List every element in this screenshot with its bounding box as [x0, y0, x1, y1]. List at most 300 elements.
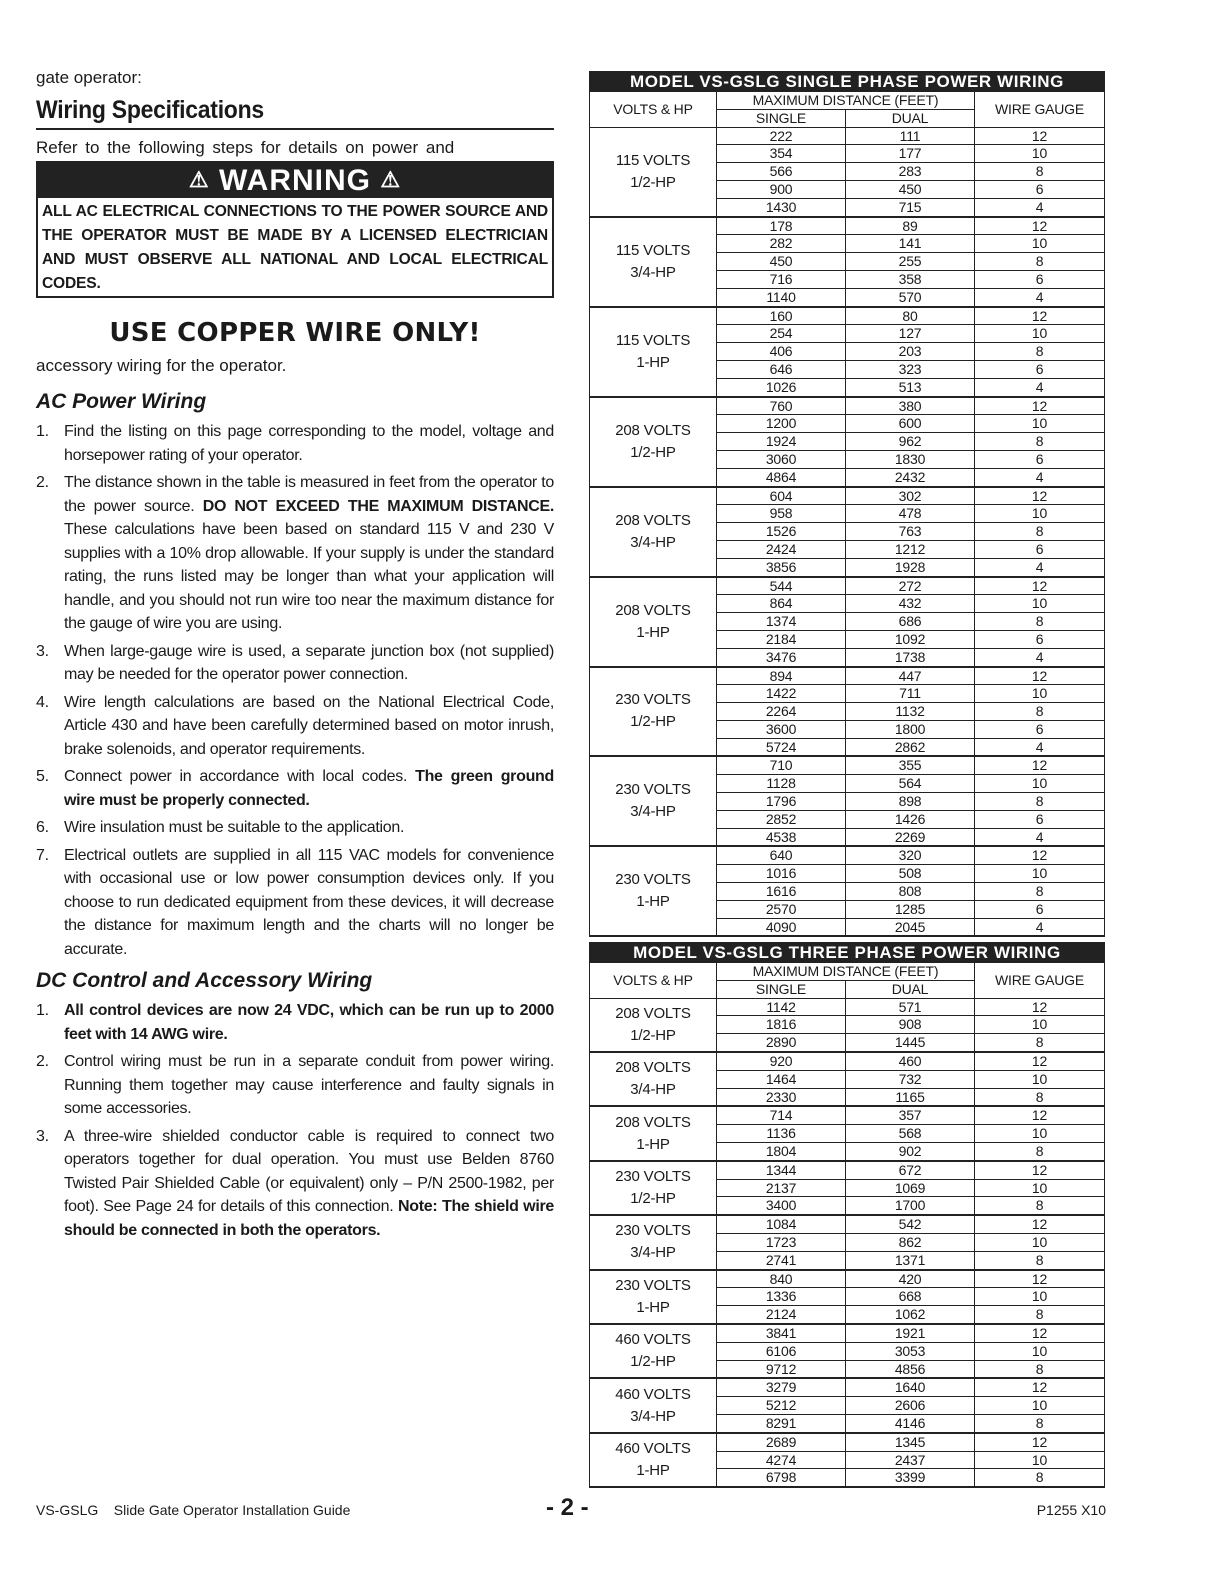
group-label: [590, 1106, 717, 1160]
step-number: 2.: [36, 474, 49, 491]
warning-text: ALL AC ELECTRICAL CONNECTIONS TO THE POWER SOURCE AND THE OPERATOR MUST BE MADE BY A LICENSED ELECTRICIAN AND MUST OBSERVE ALL NATIONAL AND LOCAL ELECTRICAL CODES.: [42, 203, 548, 292]
wire-gauge-cell: 10: [975, 145, 1105, 163]
step-text: Wire insulation must be suitable to the application.: [64, 819, 405, 836]
wire-gauge-cell: 6: [975, 900, 1105, 918]
wire-gauge-cell: 4: [975, 558, 1105, 576]
wire-gauge-cell: 12: [975, 1433, 1105, 1451]
dual-distance-cell: 320: [846, 846, 975, 864]
group-hp: 3/4-HP: [630, 803, 676, 821]
wire-gauge-cell: 8: [975, 253, 1105, 271]
dual-distance-cell: 1426: [846, 810, 975, 828]
single-distance-cell: 178: [717, 217, 846, 235]
step-text: Find the listing on this page corresponding to the model, voltage and horsepower rating of your operator.: [64, 423, 554, 464]
single-distance-cell: 716: [717, 270, 846, 288]
step-text: A three-wire shielded conductor cable is required to connect two operators together for dual operation. You must use Belden 8760 Twisted Pair Shielded Cable (or equivalent) only – P/N 2500-1982, per foot). See Page 24 for details of this connection.: [64, 1127, 554, 1215]
single-distance-cell: 1200: [717, 415, 846, 433]
intro-text-3: accessory wiring for the operator.: [36, 356, 287, 375]
dual-distance-cell: 711: [846, 685, 975, 703]
dual-distance-cell: 1445: [846, 1034, 975, 1052]
dual-distance-cell: 962: [846, 433, 975, 451]
wire-gauge-cell: 10: [975, 1397, 1105, 1415]
single-distance-cell: 1374: [717, 613, 846, 631]
dual-distance-cell: 1928: [846, 558, 975, 576]
dc-steps-list: [36, 999, 554, 1242]
single-distance-cell: 1816: [717, 1016, 846, 1034]
table-row: [590, 397, 1105, 415]
intro-text-1: gate operator:: [36, 68, 142, 87]
group-label: [590, 307, 717, 397]
col-single: SINGLE: [717, 109, 846, 127]
wire-gauge-cell: 8: [975, 163, 1105, 181]
dual-distance-cell: 1092: [846, 630, 975, 648]
single-distance-cell: 1804: [717, 1142, 846, 1160]
group-volts: 230 VOLTS: [615, 1276, 691, 1294]
dual-distance-cell: 1345: [846, 1433, 975, 1451]
table-row: [590, 846, 1105, 864]
step-item: [36, 1125, 554, 1243]
single-distance-cell: 1142: [717, 998, 846, 1016]
group-label: [590, 1324, 717, 1378]
table-row: [590, 1378, 1105, 1396]
electric-hazard-icon: ⚠: [380, 167, 402, 192]
group-label: [590, 397, 717, 487]
group-label: [590, 1378, 717, 1432]
table-row: [590, 1270, 1105, 1288]
group-label: [590, 1052, 717, 1106]
dual-distance-cell: 2437: [846, 1451, 975, 1469]
single-distance-cell: 1526: [717, 523, 846, 541]
single-distance-cell: 6798: [717, 1469, 846, 1487]
single-distance-cell: 894: [717, 667, 846, 685]
wire-gauge-cell: 6: [975, 270, 1105, 288]
table-row: [590, 756, 1105, 774]
table-row: [590, 1161, 1105, 1179]
dual-distance-cell: 902: [846, 1142, 975, 1160]
three-phase-table-wrap: [589, 942, 1104, 1488]
wire-gauge-cell: 6: [975, 810, 1105, 828]
col-max-distance: MAXIMUM DISTANCE (FEET): [717, 92, 975, 110]
group-label: [590, 1215, 717, 1269]
single-distance-cell: 1136: [717, 1125, 846, 1143]
dual-distance-cell: 568: [846, 1125, 975, 1143]
wire-gauge-cell: 4: [975, 648, 1105, 666]
dual-distance-cell: 3053: [846, 1342, 975, 1360]
group-volts: 208 VOLTS: [615, 1004, 691, 1022]
single-distance-cell: 3060: [717, 450, 846, 468]
single-distance-cell: 1924: [717, 433, 846, 451]
wire-gauge-cell: 6: [975, 540, 1105, 558]
wire-gauge-cell: 10: [975, 325, 1105, 343]
single-distance-cell: 4864: [717, 468, 846, 486]
step-emphasis: Note: The shield wire should be connected in both the operators.: [64, 1198, 554, 1239]
col-max-distance: MAXIMUM DISTANCE (FEET): [717, 963, 975, 981]
group-volts: 460 VOLTS: [615, 1439, 691, 1457]
wire-gauge-cell: 10: [975, 1342, 1105, 1360]
dual-distance-cell: 478: [846, 505, 975, 523]
group-hp: 1/2-HP: [630, 1189, 676, 1207]
group-label: [590, 846, 717, 936]
single-distance-cell: 2124: [717, 1306, 846, 1324]
wire-gauge-cell: 12: [975, 1161, 1105, 1179]
wire-gauge-cell: 10: [975, 1016, 1105, 1034]
wire-gauge-cell: 10: [975, 1179, 1105, 1197]
copper-wire-notice: USE COPPER WIRE ONLY!: [109, 318, 481, 348]
dual-distance-cell: 2045: [846, 918, 975, 936]
single-distance-cell: 840: [717, 1270, 846, 1288]
dual-distance-cell: 1062: [846, 1306, 975, 1324]
wire-gauge-cell: 6: [975, 720, 1105, 738]
wire-gauge-cell: 4: [975, 918, 1105, 936]
dual-distance-cell: 600: [846, 415, 975, 433]
dual-distance-cell: 908: [846, 1016, 975, 1034]
single-distance-cell: 2424: [717, 540, 846, 558]
wire-gauge-cell: 4: [975, 738, 1105, 756]
table-row: [590, 1433, 1105, 1451]
dual-distance-cell: 571: [846, 998, 975, 1016]
ac-power-title: AC Power Wiring: [36, 390, 207, 413]
single-distance-cell: 4538: [717, 828, 846, 846]
single-distance-cell: 1084: [717, 1215, 846, 1233]
dual-distance-cell: 4856: [846, 1360, 975, 1378]
single-distance-cell: 646: [717, 360, 846, 378]
wire-gauge-cell: 12: [975, 577, 1105, 595]
single-distance-cell: 160: [717, 307, 846, 325]
dual-distance-cell: 715: [846, 198, 975, 216]
step-number: 4.: [36, 693, 49, 711]
group-label: [590, 667, 717, 757]
group-hp: 1-HP: [636, 893, 670, 911]
group-volts: 230 VOLTS: [615, 1167, 691, 1185]
single-distance-cell: 3856: [717, 558, 846, 576]
dual-distance-cell: 862: [846, 1233, 975, 1251]
single-distance-cell: 920: [717, 1052, 846, 1070]
dual-distance-cell: 2432: [846, 468, 975, 486]
wire-gauge-cell: 8: [975, 883, 1105, 901]
wire-gauge-cell: 8: [975, 523, 1105, 541]
table-row: [590, 577, 1105, 595]
dual-distance-cell: 1830: [846, 450, 975, 468]
single-distance-cell: 5212: [717, 1397, 846, 1415]
wire-gauge-cell: 12: [975, 1324, 1105, 1342]
group-label: [590, 998, 717, 1052]
step-text: Connect power in accordance with local codes.: [64, 768, 416, 785]
single-distance-cell: 2184: [717, 630, 846, 648]
left-column: [36, 66, 554, 1246]
column-header-row: [590, 963, 1105, 981]
table-row: [590, 487, 1105, 505]
single-distance-cell: 1140: [717, 288, 846, 306]
single-distance-cell: 2689: [717, 1433, 846, 1451]
dual-distance-cell: 89: [846, 217, 975, 235]
dual-distance-cell: 1371: [846, 1251, 975, 1269]
wire-gauge-cell: 8: [975, 1360, 1105, 1378]
single-distance-cell: 222: [717, 127, 846, 145]
step-text: When large-gauge wire is used, a separate junction box (not supplied) may be needed for the operator power connection.: [64, 642, 554, 683]
group-volts: 208 VOLTS: [615, 421, 691, 439]
dual-distance-cell: 1132: [846, 703, 975, 721]
wire-gauge-cell: 12: [975, 127, 1105, 145]
table-row: [590, 307, 1105, 325]
wire-gauge-cell: 4: [975, 828, 1105, 846]
dual-distance-cell: 2269: [846, 828, 975, 846]
intro-text-2: Refer to the following steps for details on power and: [36, 138, 455, 157]
single-distance-cell: 3600: [717, 720, 846, 738]
step-emphasis: The green ground wire must be properly connected.: [64, 768, 554, 809]
single-distance-cell: 544: [717, 577, 846, 595]
table-row: [590, 1052, 1105, 1070]
group-volts: 115 VOLTS: [615, 241, 691, 259]
group-hp: 1-HP: [636, 1135, 670, 1153]
group-volts: 230 VOLTS: [615, 781, 691, 799]
ac-steps-list: [36, 420, 554, 961]
single-distance-cell: 282: [717, 235, 846, 253]
group-volts: 208 VOLTS: [615, 511, 691, 529]
single-distance-cell: 6106: [717, 1342, 846, 1360]
wire-gauge-cell: 8: [975, 613, 1105, 631]
dual-distance-cell: 2606: [846, 1397, 975, 1415]
warning-title: WARNING: [219, 164, 371, 197]
single-distance-cell: 3279: [717, 1378, 846, 1396]
dual-distance-cell: 450: [846, 180, 975, 198]
wire-gauge-cell: 10: [975, 505, 1105, 523]
dual-distance-cell: 1738: [846, 648, 975, 666]
col-volts-hp: VOLTS & HP: [590, 963, 717, 999]
wire-gauge-cell: 12: [975, 998, 1105, 1016]
dual-distance-cell: 1700: [846, 1197, 975, 1215]
wire-gauge-cell: 12: [975, 217, 1105, 235]
table-row: [590, 217, 1105, 235]
group-label: [590, 1161, 717, 1215]
dual-distance-cell: 1285: [846, 900, 975, 918]
wire-gauge-cell: 12: [975, 307, 1105, 325]
wire-gauge-cell: 10: [975, 865, 1105, 883]
group-volts: 460 VOLTS: [615, 1385, 691, 1403]
single-distance-cell: 1344: [717, 1161, 846, 1179]
wire-gauge-cell: 8: [975, 1251, 1105, 1269]
dual-distance-cell: 763: [846, 523, 975, 541]
dual-distance-cell: 1069: [846, 1179, 975, 1197]
warning-header: [38, 163, 552, 198]
group-volts: 208 VOLTS: [615, 601, 691, 619]
single-distance-cell: 714: [717, 1106, 846, 1124]
single-distance-cell: 1616: [717, 883, 846, 901]
table-row: [590, 1324, 1105, 1342]
step-item: [36, 844, 554, 962]
wire-gauge-cell: 4: [975, 288, 1105, 306]
single-distance-cell: 1796: [717, 793, 846, 811]
warning-box: [36, 161, 554, 298]
col-dual: DUAL: [846, 109, 975, 127]
dual-distance-cell: 2862: [846, 738, 975, 756]
footer-guide-title: VS-GSLG Slide Gate Operator Installation Guide: [36, 1502, 351, 1518]
step-emphasis: DO NOT EXCEED THE MAXIMUM DISTANCE.: [202, 497, 554, 515]
dual-distance-cell: 564: [846, 775, 975, 793]
wire-gauge-cell: 12: [975, 487, 1105, 505]
wire-gauge-cell: 10: [975, 235, 1105, 253]
dual-distance-cell: 357: [846, 1106, 975, 1124]
dual-distance-cell: 1800: [846, 720, 975, 738]
dual-distance-cell: 1640: [846, 1378, 975, 1396]
wire-gauge-cell: 8: [975, 1197, 1105, 1215]
group-hp: 1-HP: [636, 1298, 670, 1316]
single-distance-cell: 4274: [717, 1451, 846, 1469]
dual-distance-cell: 432: [846, 595, 975, 613]
single-distance-cell: 640: [717, 846, 846, 864]
single-distance-cell: 864: [717, 595, 846, 613]
step-item: [36, 1050, 554, 1121]
group-volts: 460 VOLTS: [615, 1331, 691, 1349]
single-distance-cell: 760: [717, 397, 846, 415]
dual-distance-cell: 508: [846, 865, 975, 883]
dual-distance-cell: 808: [846, 883, 975, 901]
col-volts-hp: VOLTS & HP: [590, 92, 717, 128]
single-distance-cell: 2264: [717, 703, 846, 721]
dual-distance-cell: 177: [846, 145, 975, 163]
single-distance-cell: 1128: [717, 775, 846, 793]
wire-gauge-cell: 12: [975, 756, 1105, 774]
group-hp: 1-HP: [636, 1461, 670, 1479]
table-title: MODEL VS-GSLG THREE PHASE POWER WIRING: [590, 943, 1105, 963]
step-text: These calculations have been based on standard 115 V and 230 V supplies with a 10% drop allowable. If your supply is under the standard rating, the runs listed may be longer than what your application will handle, and you should not run wire too near the maximum distance for the gauge of wire you are using.: [64, 521, 554, 632]
dual-distance-cell: 1212: [846, 540, 975, 558]
step-item: [36, 640, 554, 687]
single-distance-cell: 2570: [717, 900, 846, 918]
step-number: 3.: [36, 1127, 49, 1145]
dual-distance-cell: 302: [846, 487, 975, 505]
dual-distance-cell: 4146: [846, 1414, 975, 1432]
wire-gauge-cell: 10: [975, 1125, 1105, 1143]
step-item: [36, 816, 554, 840]
wire-gauge-cell: 8: [975, 433, 1105, 451]
group-hp: 1/2-HP: [630, 713, 676, 731]
step-item: [36, 765, 554, 812]
table-title: MODEL VS-GSLG SINGLE PHASE POWER WIRING: [590, 72, 1105, 92]
wire-gauge-cell: 10: [975, 1070, 1105, 1088]
page-number: - 2 -: [546, 1494, 589, 1521]
single-distance-cell: 3400: [717, 1197, 846, 1215]
step-emphasis: All control devices are now 24 VDC, which can be run up to 2000 feet with 14 AWG wire.: [64, 1002, 554, 1043]
group-label: [590, 756, 717, 846]
table-row: [590, 1215, 1105, 1233]
single-distance-cell: 1016: [717, 865, 846, 883]
step-text: Control wiring must be run in a separate conduit from power wiring. Running them together may cause interference and faulty signals in some accessories.: [64, 1053, 554, 1117]
group-hp: 1-HP: [636, 353, 670, 371]
single-distance-cell: 450: [717, 253, 846, 271]
step-text: Wire length calculations are based on the National Electrical Code, Article 430 and have been carefully determined based on motor inrush, brake solenoids, and operator requirements.: [64, 693, 554, 758]
single-distance-cell: 3476: [717, 648, 846, 666]
dual-distance-cell: 898: [846, 793, 975, 811]
dual-distance-cell: 447: [846, 667, 975, 685]
section-title: Wiring Specifications: [36, 96, 554, 130]
wire-gauge-cell: 4: [975, 468, 1105, 486]
col-wire-gauge: WIRE GAUGE: [975, 92, 1105, 128]
group-label: [590, 577, 717, 667]
wire-gauge-cell: 6: [975, 630, 1105, 648]
table-row: [590, 998, 1105, 1016]
single-distance-cell: 254: [717, 325, 846, 343]
single-distance-cell: 1430: [717, 198, 846, 216]
single-distance-cell: 958: [717, 505, 846, 523]
wire-gauge-cell: 8: [975, 1034, 1105, 1052]
single-distance-cell: 1422: [717, 685, 846, 703]
three-phase-table: [589, 942, 1105, 1488]
single-distance-cell: 1464: [717, 1070, 846, 1088]
dual-distance-cell: 323: [846, 360, 975, 378]
single-distance-cell: 1336: [717, 1288, 846, 1306]
wire-gauge-cell: 12: [975, 1270, 1105, 1288]
step-item: [36, 999, 554, 1046]
dual-distance-cell: 570: [846, 288, 975, 306]
dual-distance-cell: 1921: [846, 1324, 975, 1342]
wire-gauge-cell: 10: [975, 775, 1105, 793]
step-text: The distance shown in the table is measured in feet from the operator to the power source.: [64, 474, 554, 515]
single-distance-cell: 2330: [717, 1088, 846, 1106]
step-number: 2.: [36, 1053, 49, 1070]
dual-distance-cell: 732: [846, 1070, 975, 1088]
single-distance-cell: 406: [717, 343, 846, 361]
dual-distance-cell: 380: [846, 397, 975, 415]
dual-distance-cell: 272: [846, 577, 975, 595]
wire-gauge-cell: 8: [975, 343, 1105, 361]
wire-gauge-cell: 8: [975, 1088, 1105, 1106]
table-title-row: [590, 72, 1105, 92]
wire-gauge-cell: 12: [975, 846, 1105, 864]
single-phase-table: [589, 71, 1105, 937]
wire-gauge-cell: 10: [975, 595, 1105, 613]
single-distance-cell: 2741: [717, 1251, 846, 1269]
single-distance-cell: 1026: [717, 378, 846, 396]
wire-gauge-cell: 8: [975, 1414, 1105, 1432]
group-volts: 230 VOLTS: [615, 691, 691, 709]
step-number: 7.: [36, 846, 49, 864]
table-title-row: [590, 943, 1105, 963]
col-wire-gauge: WIRE GAUGE: [975, 963, 1105, 999]
single-distance-cell: 710: [717, 756, 846, 774]
footer-part-number: P1255 X10: [1036, 1502, 1106, 1518]
group-volts: 115 VOLTS: [615, 331, 691, 349]
single-distance-cell: 9712: [717, 1360, 846, 1378]
group-hp: 1/2-HP: [630, 443, 676, 461]
group-hp: 3/4-HP: [630, 263, 676, 281]
group-volts: 115 VOLTS: [615, 151, 691, 169]
dual-distance-cell: 203: [846, 343, 975, 361]
group-hp: 3/4-HP: [630, 1244, 676, 1262]
step-item: [36, 691, 554, 762]
single-distance-cell: 2852: [717, 810, 846, 828]
step-item: [36, 471, 554, 636]
single-distance-cell: 2890: [717, 1034, 846, 1052]
dual-distance-cell: 141: [846, 235, 975, 253]
col-single: SINGLE: [717, 980, 846, 998]
electric-hazard-icon: ⚠: [188, 167, 210, 192]
wire-gauge-cell: 12: [975, 1215, 1105, 1233]
wire-gauge-cell: 4: [975, 378, 1105, 396]
group-volts: 208 VOLTS: [615, 1059, 691, 1077]
column-header-row: [590, 92, 1105, 110]
step-number: 1.: [36, 423, 49, 440]
wire-gauge-cell: 12: [975, 1052, 1105, 1070]
wire-gauge-cell: 12: [975, 1378, 1105, 1396]
dual-distance-cell: 513: [846, 378, 975, 396]
single-distance-cell: 1723: [717, 1233, 846, 1251]
group-hp: 1/2-HP: [630, 1353, 676, 1371]
wire-gauge-cell: 6: [975, 180, 1105, 198]
group-label: [590, 1270, 717, 1324]
wire-gauge-cell: 10: [975, 685, 1105, 703]
dual-distance-cell: 127: [846, 325, 975, 343]
single-distance-cell: 900: [717, 180, 846, 198]
single-distance-cell: 3841: [717, 1324, 846, 1342]
